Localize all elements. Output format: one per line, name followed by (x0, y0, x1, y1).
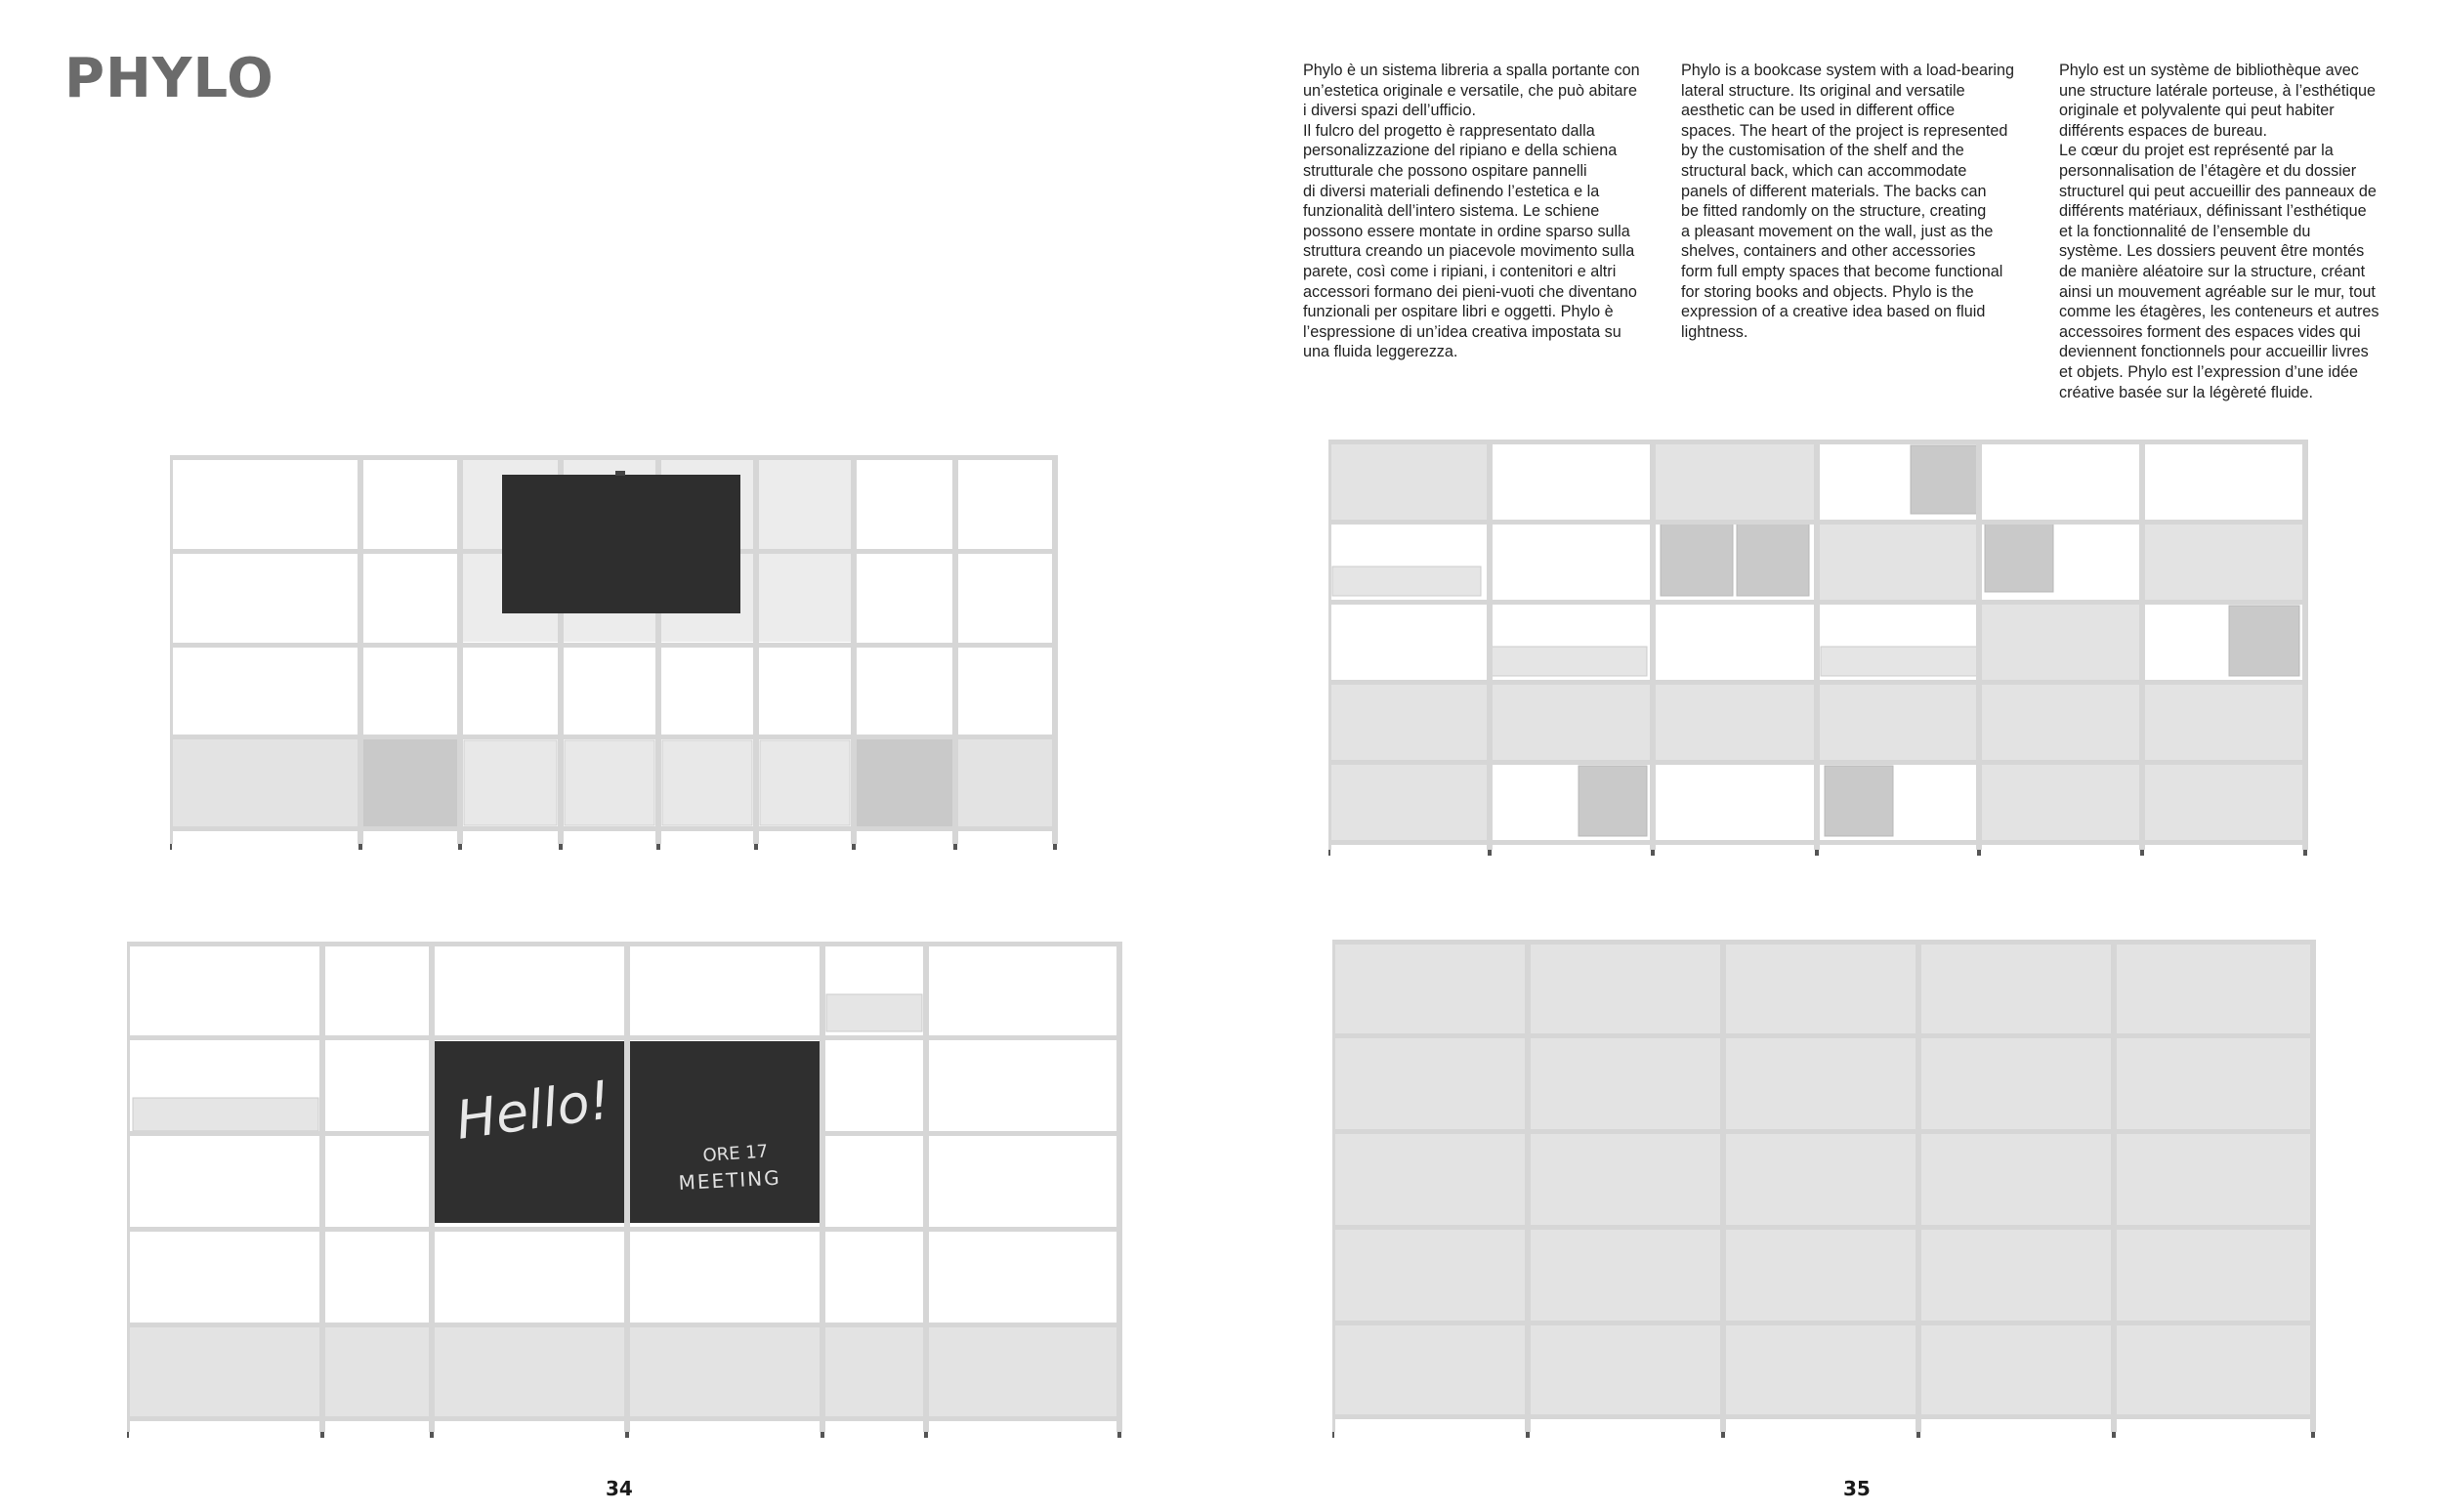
upright-post (358, 455, 363, 844)
back-panel (1820, 685, 1976, 760)
foot (1488, 850, 1492, 856)
back-panel (2117, 1230, 2310, 1321)
foot (2140, 850, 2144, 856)
back-panel (1656, 685, 1814, 760)
back-panel (1820, 525, 1976, 600)
shelf-board (127, 1416, 1119, 1421)
upright-post (1328, 440, 1331, 850)
foot (1053, 844, 1057, 850)
page-number-left: 34 (606, 1477, 633, 1500)
tv-screen (502, 475, 740, 613)
back-panel (1335, 1230, 1525, 1321)
back-panel (1726, 945, 1916, 1033)
back-panel (1335, 1134, 1525, 1225)
back-panel (1921, 945, 2111, 1033)
upright-post (2111, 940, 2117, 1432)
back-panel (1656, 444, 1814, 520)
back-panel (363, 739, 457, 826)
cabinet-door (565, 740, 654, 825)
storage-box (1737, 524, 1809, 596)
foot (625, 1432, 629, 1438)
back-panel (1493, 685, 1650, 760)
back-panel (2117, 945, 2310, 1033)
back-panel (1921, 1038, 2111, 1129)
upright-post (1814, 440, 1820, 850)
foot (1526, 1432, 1530, 1438)
back-panel (1726, 1325, 1916, 1414)
drawer-panel (1491, 647, 1647, 676)
foot (852, 844, 856, 850)
drawer-panel (1821, 647, 1977, 676)
back-panel (630, 1327, 820, 1416)
upright-post (1116, 942, 1122, 1432)
storage-box (1825, 766, 1893, 836)
upright-post (429, 942, 435, 1432)
foot (1815, 850, 1819, 856)
foot (2303, 850, 2307, 856)
shelf-board (1332, 1033, 2313, 1038)
foot (1916, 1432, 1920, 1438)
back-panel (1531, 945, 1720, 1033)
storage-box (2229, 606, 2299, 676)
back-panel (1921, 1134, 2111, 1225)
tv-camera (615, 471, 625, 476)
back-panel (1335, 945, 1525, 1033)
foot (1651, 850, 1655, 856)
upright-post (319, 942, 325, 1432)
cabinet-door (662, 740, 752, 825)
storage-box (1985, 524, 2053, 592)
shelf-board (127, 1323, 1119, 1327)
shelf-board (127, 1227, 1119, 1232)
bookcase-full-backs-illustration (1332, 940, 2335, 1448)
back-panel (1531, 1325, 1720, 1414)
back-panel (1982, 765, 2139, 840)
upright-post (1976, 440, 1982, 850)
foot (1332, 1432, 1334, 1438)
shelf-board (1332, 1321, 2313, 1325)
shelf-board (170, 643, 1055, 648)
back-panel (1726, 1134, 1916, 1225)
chalk-ore-text: ORE 17 (701, 1141, 769, 1166)
drawer-panel (826, 994, 922, 1031)
foot (2112, 1432, 2116, 1438)
chalk-hello-text: Hello! (452, 1069, 614, 1152)
drawer-panel (133, 1098, 318, 1131)
brand-title: PHYLO (64, 47, 274, 110)
upright-post (1525, 940, 1531, 1432)
back-panel (825, 1327, 923, 1416)
intro-english: Phylo is a bookcase system with a load-bearing lateral structure. Its original and versatile aesthetic can be used in different office spaces. The heart of the project is represented by the customisation of the shelf and the structural back, which can accommodate panels of different materials. The backs can be fitted randomly on the structure, creating a pleasant movement on the wall, just as the shelves, containers and other accessories form full empty spaces that become functional for storing books and objects. Phylo is the expression of a creative idea based on fluid lightness. (1681, 62, 2015, 341)
cabinet-door (760, 740, 850, 825)
shelf-board (1332, 1225, 2313, 1230)
back-panel (1331, 765, 1487, 840)
cabinet-door (464, 740, 557, 825)
back-panel (2145, 685, 2302, 760)
upright-post (753, 455, 759, 844)
intro-french: Phylo est un système de bibliothèque avec une structure latérale porteuse, à l’esthétique originale et polyvalente qui peut habiter différents espaces de bureau. Le cœur du projet est représenté par la personnalisation de l’étagère et du dossier structurel qui peut accueillir des panneaux de différents matériaux, définissant l’esthétique et la fonctionnalité de l’ensemble du système. Les dossiers peuvent être montés de manière aléatoire sur la structure, créant ainsi un mouvement agréable sur le mur, tout comme les étagères, les conteneurs et autres accessoires forment des espaces vides qui deviennent fonctionnels pour accueillir livres et objets. Phylo est l’expression d’une idée créative basée sur la légèreté fluide. (2059, 62, 2379, 401)
chalk-meeting-text: MEETING (678, 1165, 782, 1195)
upright-post (1916, 940, 1921, 1432)
back-panel (1726, 1230, 1916, 1321)
back-panel (1531, 1038, 1720, 1129)
upright-post (457, 455, 463, 844)
foot (2311, 1432, 2315, 1438)
back-panel (2145, 765, 2302, 840)
foot (1328, 850, 1330, 856)
upright-post (851, 455, 857, 844)
back-panel (435, 1327, 624, 1416)
shelf-board (170, 826, 1055, 831)
upright-post (1052, 455, 1058, 844)
page-number-right: 35 (1843, 1477, 1871, 1500)
foot (1977, 850, 1981, 856)
back-panel (958, 739, 1052, 826)
shelf-board (1332, 1414, 2313, 1419)
storage-box (1911, 445, 1979, 514)
back-panel (1921, 1230, 2111, 1321)
back-panel (2145, 525, 2302, 600)
intro-italian: Phylo è un sistema libreria a spalla portante con un’estetica originale e versatile, che può abitare i diversi spazi dell’ufficio. Il fulcro del progetto è rappresentato dalla personalizzazione del ripiano e della schiena strutturale che possono ospitare pannelli di diversi materiali definendo l’estetica e la funzionalità dell’intero sistema. Le schiene possono essere montate in ordine sparso sulla struttura creando un piacevole movimento sulla parete, così come i ripiani, i contenitori e altri accessori formano dei pieni-vuoti che diventano funzionali per ospitare libri e oggetti. Phylo è l’espressione di un’idea creativa impostata su una fluida leggerezza. (1303, 62, 1640, 361)
upright-post (923, 942, 929, 1432)
upright-post (2302, 440, 2308, 850)
upright-post (624, 942, 630, 1432)
upright-post (952, 455, 958, 844)
upright-post (170, 455, 173, 844)
shelf-board (1332, 1129, 2313, 1134)
back-panel (1531, 1230, 1720, 1321)
foot (320, 1432, 324, 1438)
back-panel (857, 739, 952, 826)
upright-post (2310, 940, 2316, 1432)
foot (1117, 1432, 1121, 1438)
foot (1721, 1432, 1725, 1438)
foot (358, 844, 362, 850)
back-panel (130, 1327, 319, 1416)
back-panel (1921, 1325, 2111, 1414)
upright-post (127, 942, 130, 1432)
back-panel (1531, 1134, 1720, 1225)
storage-box (1661, 524, 1733, 596)
drawer-panel (1332, 567, 1481, 596)
foot (953, 844, 957, 850)
back-panel (1982, 605, 2139, 680)
back-panel (929, 1327, 1116, 1416)
foot (559, 844, 563, 850)
upright-post (1332, 940, 1335, 1432)
upright-post (1720, 940, 1726, 1432)
back-panel (1982, 685, 2139, 760)
foot (430, 1432, 434, 1438)
back-panel (325, 1327, 429, 1416)
foot (170, 844, 172, 850)
back-panel (1335, 1325, 1525, 1414)
upright-post (820, 942, 825, 1432)
shelf-board (170, 455, 1055, 460)
bookcase-mixed-illustration (1328, 440, 2335, 865)
back-panel (173, 739, 358, 826)
upright-post (1650, 440, 1656, 850)
back-panel (2117, 1134, 2310, 1225)
foot (127, 1432, 129, 1438)
upright-post (1487, 440, 1493, 850)
shelf-board (127, 942, 1119, 946)
bookcase-chalkboard-illustration (127, 942, 1133, 1455)
back-panel (1726, 1038, 1916, 1129)
foot (821, 1432, 824, 1438)
storage-box (1579, 766, 1647, 836)
shelf-board (1332, 940, 2313, 945)
back-panel (1335, 1038, 1525, 1129)
foot (656, 844, 660, 850)
bookcase-tv-illustration (170, 455, 1088, 865)
shelf-board (170, 735, 1055, 739)
foot (458, 844, 462, 850)
foot (924, 1432, 928, 1438)
back-panel (1331, 685, 1487, 760)
back-panel (1331, 444, 1487, 520)
chalkboard-right (630, 1041, 820, 1223)
upright-post (2139, 440, 2145, 850)
shelf-board (127, 1035, 1119, 1040)
back-panel (2117, 1038, 2310, 1129)
foot (754, 844, 758, 850)
back-panel (2117, 1325, 2310, 1414)
